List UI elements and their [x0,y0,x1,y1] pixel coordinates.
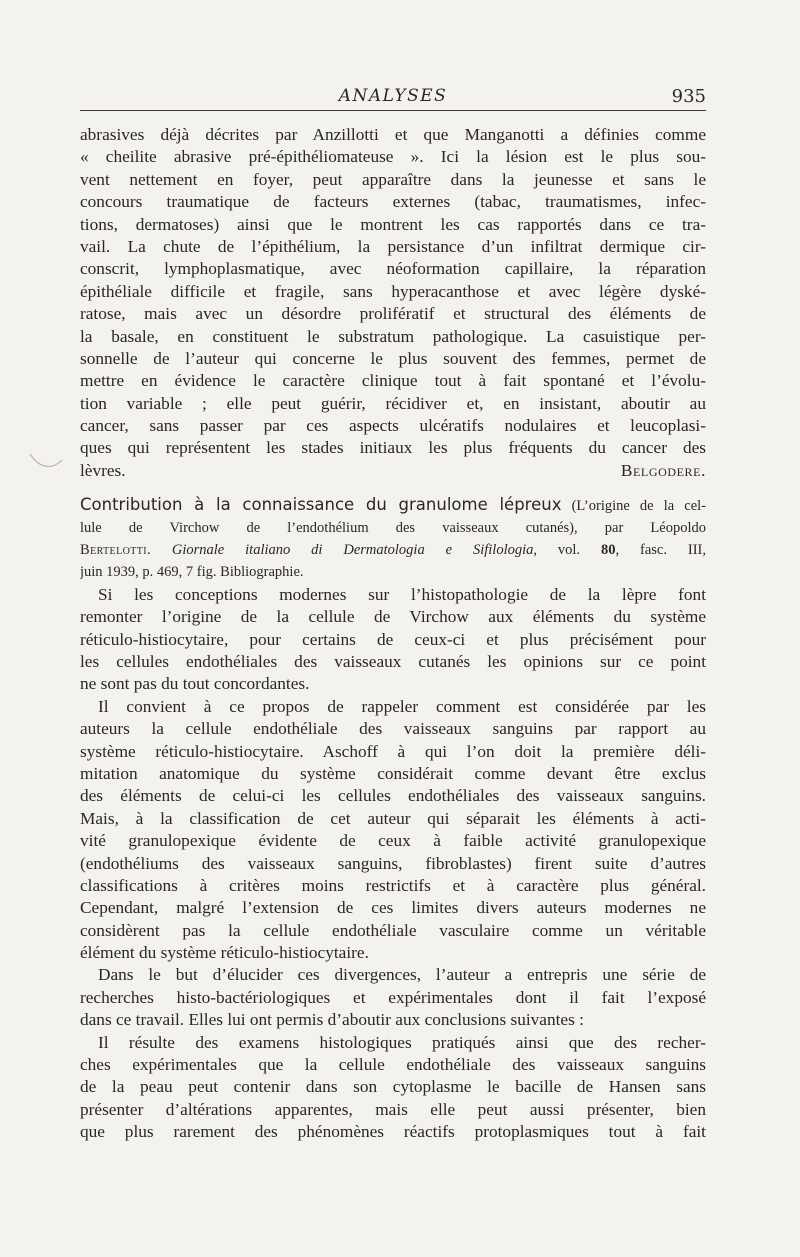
text-line: ques qui représentent les stades initiaux les plus fréquents du cancer des [80,438,706,458]
running-title: ANALYSES [338,86,448,106]
paragraph [80,1032,706,1144]
text-line: réticulo-histiocytaire, pour certains de ceux-ci et plus précisément pour [80,629,706,649]
text-line: mitation anatomique du système considérait comme devant être exclus [80,763,706,783]
body-text [80,124,706,1144]
text-line: (endothéliums des vaisseaux sanguins, fibroblastes) firent suite d’autres [80,853,706,873]
text-line: vail. La chute de l’épithélium, la persistance d’un infiltrat dermique cir- [80,236,706,256]
text-line: tion variable ; elle peut guérir, récidiver et, en insistant, aboutir au [80,393,706,413]
closing-word: lèvres. [80,460,126,480]
text-line: Dans le but d’élucider ces divergences, l’auteur a entrepris une série de [98,965,706,985]
text-line: abrasives déjà décrites par Anzillotti et que Manganotti a définies comme [80,125,706,144]
text-line: dans ce travail. Elles lui ont permis d’aboutir aux conclusions suivantes : [80,1010,584,1030]
review-belgodere [80,124,706,482]
text-line: ches expérimentales que la cellule endothéliale des vaisseaux sanguins [80,1055,706,1075]
text-line: tions, dermatoses) ainsi que le montrent les cas rapportés dans ce tra- [80,214,706,234]
text-line: de la peau peut contenir dans son cytoplasme le bacille de Hansen sans [80,1077,706,1097]
text-line: « cheilite abrasive pré-épithéliomateuse ». Ici la lésion est le plus sou- [80,147,706,167]
text-line: sonnelle de l’auteur qui concerne le plus souvent des femmes, permet de [80,348,706,368]
article-subtitle: (L’origine de la cel- [561,498,706,515]
text-line: présenter d’altérations apparentes, mais elle peut aussi présenter, bien [80,1099,706,1119]
volume-number: 80 [600,542,616,559]
volume-label: vol. [537,542,601,559]
page-number: 935 [671,86,706,107]
text-line: vité granulopexique évidente de ceux à faible activité granulopexique [80,831,706,851]
journal-name: Giornale italiano di Dermatologia e Sifilologia, [171,542,537,559]
margin-pencil-mark [28,446,68,478]
signature-line [80,460,706,482]
text-line: remonter l’origine de la cellule de Virchow aux éléments du système [80,607,706,627]
text-line: épithéliale difficile et fragile, sans hyperacanthose et avec légère dyské- [80,281,706,301]
paragraph [80,696,706,965]
text-line: Cependant, malgré l’extension de ces limites divers auteurs modernes ne [80,898,706,918]
text-line: que plus rarement des phénomènes réactifs protoplasmiques tout à fait [80,1122,706,1142]
paragraph [80,584,706,696]
running-header [80,82,706,111]
text-line: les cellules endothéliales des vaisseaux cutanés les opinions sur ce point [80,651,706,671]
review-bertelotti [80,494,706,1143]
text-line: Il convient à ce propos de rappeler comment est considérée par les [98,696,706,716]
section-gap [80,482,706,494]
text-line: mettre en évidence le caractère clinique tout à fait spontané et l’évolu- [80,371,706,391]
paragraph [80,964,706,1031]
text-line: considèrent pas la cellule endothéliale vasculaire comme un véritable [80,920,706,940]
text-line: recherches histo-bactériologiques et expérimentales dont il fait l’exposé [80,987,706,1007]
text-line: classifications à critères moins restrictifs et à caractère plus général. [80,875,706,895]
text-line: auteurs la cellule endothéliale des vaisseaux sanguins par rapport au [80,719,706,739]
text-line: Si les conceptions modernes sur l’histopathologie de la lèpre font [98,584,706,604]
text-line: la basale, en constituent le substratum pathologique. La casuistique per- [80,326,706,346]
article-subtitle-cont: lule de Virchow de l’endothélium des vaisseaux cutanés), par Léopoldo [80,519,706,536]
text-line: concours traumatique de facteurs externes (tabac, traumatismes, infec- [80,192,706,212]
article-author: Bertelotti. [80,542,151,559]
publication-details: juin 1939, p. 469, 7 fig. Bibliographie. [80,564,304,581]
text-line: élément du système réticulo-histiocytaire. [80,943,369,963]
text-line: système réticulo-histiocytaire. Aschoff à qui l’on doit la première déli- [80,741,706,761]
article-title: Contribution à la connaissance du granulome lépreux [80,495,562,515]
text-line: Il résulte des examens histologiques pratiqués ainsi que des recher- [98,1032,706,1052]
text-line: des éléments de celui-ci les cellules endothéliales des vaisseaux sanguins. [80,786,706,806]
text-line: vent nettement en foyer, peut apparaître dans la jeunesse et sans le [80,169,706,189]
text-line: Mais, à la classification de cet auteur qui séparait les éléments à acti- [80,808,706,828]
text-line: cancer, sans passer par ces aspects ulcératifs nodulaires et leucoplasi- [80,416,706,436]
review-paragraph [80,124,706,460]
review-body [80,584,706,1144]
article-heading [80,494,706,584]
text-line: ratose, mais avec un désordre prolifératif et structural des éléments de [80,304,706,324]
reviewer-signature: Belgodere. [620,460,706,480]
text-line: ne sont pas du tout concordantes. [80,674,310,694]
text-line: conscrit, lymphoplasmatique, avec néoformation capillaire, la réparation [80,259,706,279]
fascicle: , fasc. III, [615,542,706,559]
